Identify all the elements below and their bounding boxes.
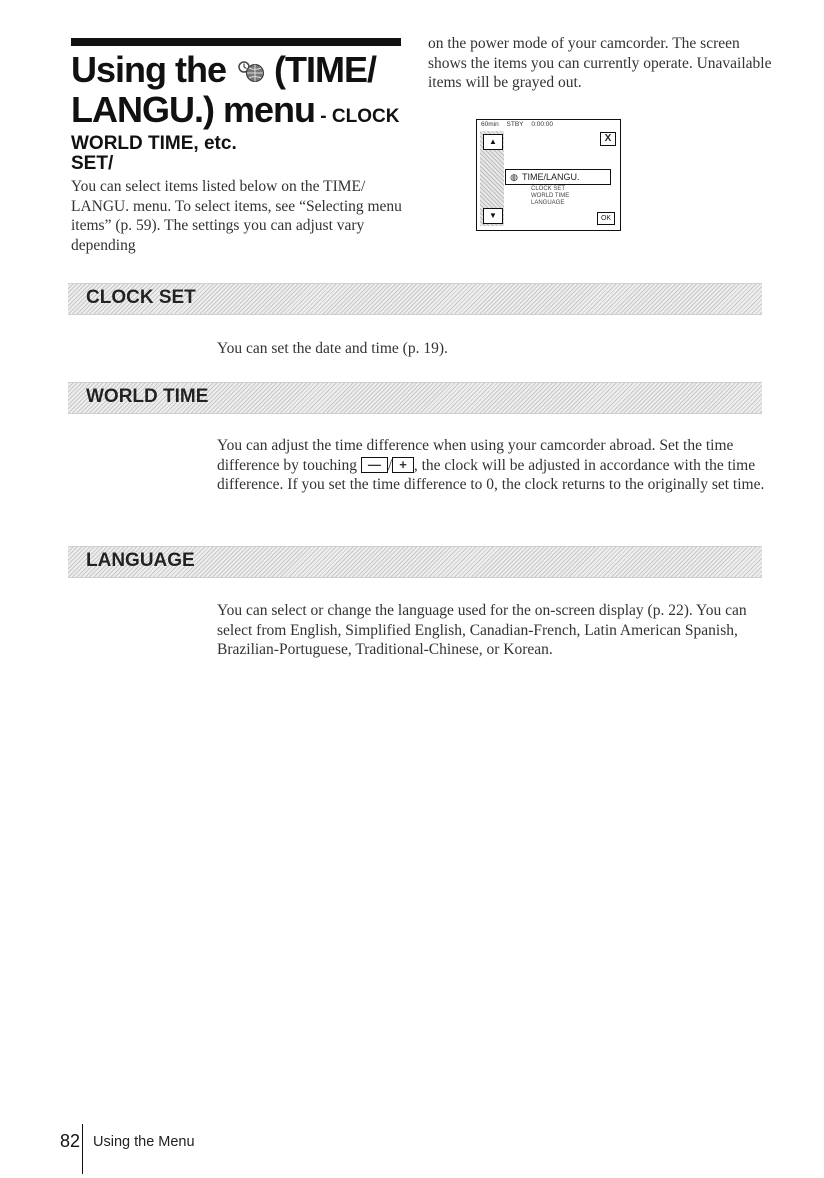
- scroll-up-icon: ▲: [483, 134, 503, 150]
- section-heading: CLOCK SET: [86, 287, 196, 308]
- key-separator: /: [387, 456, 393, 474]
- title-part2: (TIME/: [274, 49, 377, 90]
- page-number: 82: [60, 1131, 81, 1151]
- close-icon: X: [600, 132, 616, 146]
- screen-menu-title: [505, 169, 611, 185]
- footer-section-name: Using the Menu: [93, 1134, 195, 1150]
- screen-menu-item: LANGUAGE: [531, 200, 565, 206]
- section-body-clock-set: You can set the date and time (p. 19).: [217, 340, 448, 357]
- plus-key-icon: +: [392, 457, 414, 473]
- section-band-clock-set: [68, 283, 762, 315]
- stby-readout: STBY: [506, 121, 524, 128]
- screen-menu-items: [531, 186, 569, 207]
- page-subtitle: WORLD TIME, etc.: [71, 133, 237, 154]
- minus-key-icon: —: [361, 457, 388, 473]
- globe-icon: [235, 58, 265, 84]
- section-band-world-time: [68, 382, 762, 414]
- timecode-readout: 0:00:00: [531, 121, 554, 128]
- screen-menu-item: CLOCK SET: [531, 186, 566, 192]
- screen-menu-item: WORLD TIME: [531, 193, 570, 199]
- section-heading: WORLD TIME: [86, 386, 209, 407]
- section-heading: LANGUAGE: [86, 550, 195, 571]
- page-title: [71, 50, 411, 184]
- section-body-language: You can select or change the language used for the on-screen display (p. 22). You can select from English, Simplified English, Canadian-French, Latin American Spanish, Brazilian-Portuguese, Traditional-Chinese, or Korean.: [217, 602, 747, 658]
- title-rule: [71, 38, 401, 46]
- title-part3: LANGU.) menu: [71, 89, 315, 130]
- title-part1: Using the: [71, 49, 227, 90]
- section-band-language: [68, 546, 762, 578]
- intro-right-text: on the power mode of your camcorder. The screen shows the items you can currently operate. Unavailable items will be grayed out.: [428, 35, 772, 91]
- ok-button-icon: OK: [597, 212, 615, 225]
- section-body-world-time: [217, 436, 769, 495]
- screen-globe-icon: ◍: [510, 172, 518, 182]
- lcd-screen-illustration: [476, 119, 621, 231]
- title-suffix: - CLOCK SET/: [71, 106, 400, 174]
- footer-divider: [82, 1124, 83, 1174]
- scroll-down-icon: ▼: [483, 208, 503, 224]
- world-time-text-b: , the clock will be adjusted in accordance with the time difference. If you set the time difference to 0, the clock returns to the originally set time.: [217, 456, 765, 493]
- intro-left-text: You can select items listed below on the TIME/ LANGU. menu. To select items, see “Selecting menu items” (p. 59). The settings you can adjust vary depending: [71, 178, 402, 254]
- screen-menu-title-label: TIME/LANGU.: [522, 172, 580, 182]
- battery-readout: 60min: [481, 121, 499, 128]
- world-time-text-a: You can adjust the time difference when using your camcorder abroad. Set the time difference by touching: [217, 437, 734, 474]
- screen-status-bar: [481, 121, 617, 128]
